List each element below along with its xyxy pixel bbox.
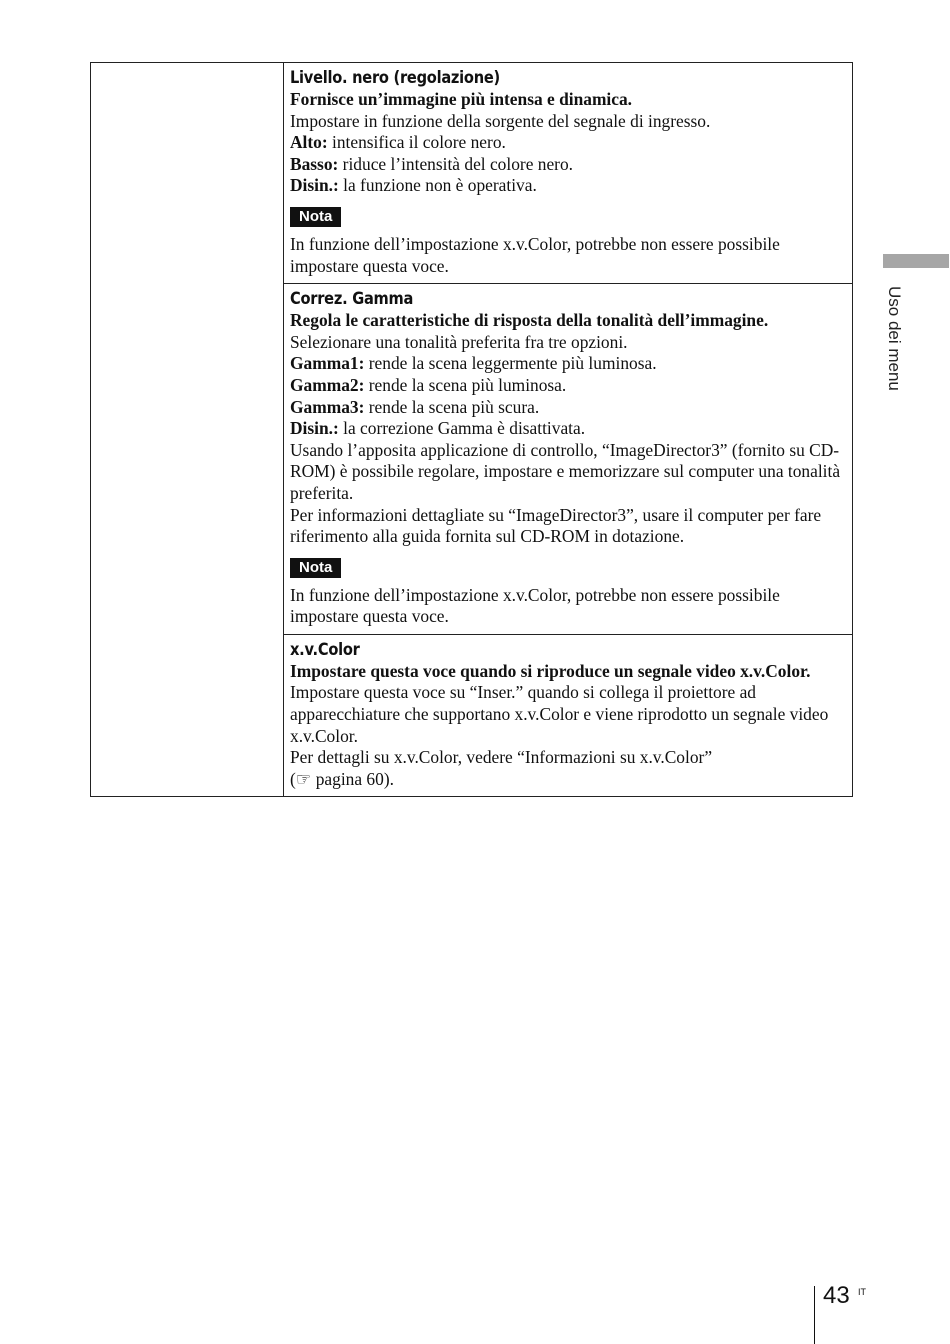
section-xvcolor <box>284 635 852 797</box>
option-label: Gamma1: <box>290 353 365 374</box>
option-line <box>290 132 844 154</box>
option-label: Basso: <box>290 153 339 174</box>
option-line <box>290 418 844 440</box>
table-right-column <box>284 63 852 796</box>
section-paragraph: Per dettagli su x.v.Color, vedere “Informazioni su x.v.Color” <box>290 747 713 768</box>
section-black-level <box>284 63 852 284</box>
section-lead: Fornisce un’immagine più intensa e dinamica. <box>290 89 633 109</box>
option-line <box>290 154 844 176</box>
section-paragraph: Impostare questa voce su “Inser.” quando si collega il proiettore ad apparecchiature che supportano x.v.Color e viene riprodotto un segnale video x.v.Color. <box>290 682 829 746</box>
option-label: Gamma3: <box>290 396 365 417</box>
table-left-column <box>91 63 284 796</box>
page-reference: (☞ pagina 60). <box>290 768 394 789</box>
section-title: Correz. Gamma <box>290 289 414 310</box>
option-label: Disin.: <box>290 175 339 196</box>
section-paragraph: Per informazioni dettagliate su “ImageDirector3”, usare il computer per fare riferimento alla guida fornita sul CD-ROM in dotazione. <box>290 504 822 547</box>
note-text: In funzione dell’impostazione x.v.Color, potrebbe non essere possibile impostare questa voce. <box>290 233 780 276</box>
option-text: rende la scena più luminosa. <box>364 374 567 395</box>
option-text: intensifica il colore nero. <box>327 132 506 153</box>
section-lead: Regola le caratteristiche di risposta della tonalità dell’immagine. <box>290 310 769 331</box>
chapter-side-label: Uso dei menu <box>885 286 904 391</box>
menu-settings-table <box>90 62 853 797</box>
page-number-rule <box>814 1286 815 1344</box>
option-line <box>290 353 844 375</box>
option-label: Disin.: <box>290 418 339 439</box>
section-gamma-correction <box>284 284 852 635</box>
option-text: rende la scena più scura. <box>364 396 540 417</box>
option-text: la correzione Gamma è disattivata. <box>338 418 586 439</box>
section-paragraph: Usando l’apposita applicazione di controllo, “ImageDirector3” (fornito su CD-ROM) è possibile regolare, impostare e memorizzare sul computer una tonalità preferita. <box>290 439 841 503</box>
option-text: la funzione non è operativa. <box>338 175 537 196</box>
note-text: In funzione dell’impostazione x.v.Color, potrebbe non essere possibile impostare questa voce. <box>290 584 780 627</box>
page-number: 43 <box>823 1282 850 1309</box>
note-badge: Nota <box>290 207 341 227</box>
section-lead: Impostare questa voce quando si riproduce un segnale video x.v.Color. <box>290 660 811 681</box>
option-text: riduce l’intensità del colore nero. <box>338 153 574 174</box>
option-label: Alto: <box>290 132 328 153</box>
section-title: Livello. nero (regolazione) <box>290 68 500 88</box>
chapter-tab-marker <box>883 254 949 268</box>
section-intro: Selezionare una tonalità preferita fra tre opzioni. <box>290 331 628 352</box>
option-line <box>290 397 844 419</box>
option-text: rende la scena leggermente più luminosa. <box>364 353 657 374</box>
section-title: x.v.Color <box>290 639 360 660</box>
note-badge: Nota <box>290 558 341 578</box>
page-language-code: IT <box>858 1287 866 1297</box>
option-line <box>290 175 844 197</box>
option-line <box>290 375 844 397</box>
section-intro: Impostare in funzione della sorgente del segnale di ingresso. <box>290 110 711 131</box>
option-label: Gamma2: <box>290 374 365 395</box>
